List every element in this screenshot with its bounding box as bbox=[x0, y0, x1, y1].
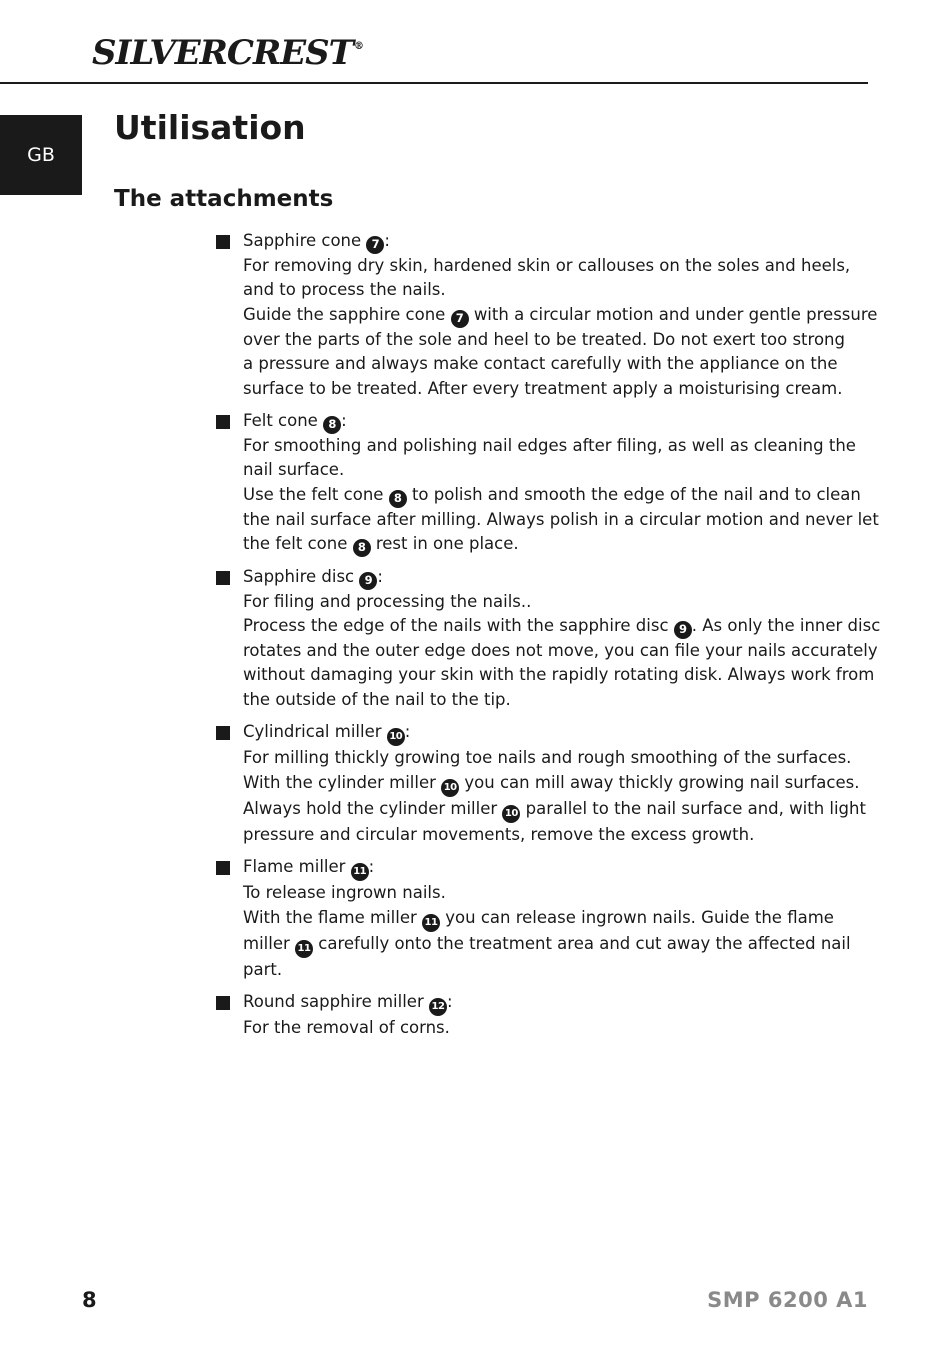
instruction-text: parallel to the nail surface and, with light bbox=[525, 798, 866, 818]
attachment-title-line: Cylindrical miller 10 : bbox=[243, 720, 846, 746]
part-number-badge: 8 bbox=[353, 539, 371, 557]
attachment-title: Sapphire cone bbox=[243, 231, 362, 250]
attachment-title: Sapphire disc bbox=[243, 566, 355, 586]
bullet-square-icon bbox=[216, 571, 230, 585]
bullet-square-icon bbox=[216, 415, 230, 429]
part-number-badge: 11 bbox=[351, 863, 369, 881]
instruction-line bbox=[243, 932, 851, 958]
attachment-sapphire-disc bbox=[216, 565, 881, 713]
part-number-badge: 9 bbox=[674, 621, 692, 639]
attachment-cylindrical-miller bbox=[216, 720, 866, 847]
instruction-line: over the parts of the sole and heel to be treated. Do not exert too strong bbox=[243, 329, 845, 349]
attachment-purpose-cont: and to process the nails. bbox=[243, 280, 446, 300]
instruction-line bbox=[243, 303, 878, 328]
attachment-purpose: For smoothing and polishing nail edges after filing, as well as cleaning the bbox=[243, 435, 856, 455]
part-number-badge: 10 bbox=[502, 805, 520, 823]
attachment-purpose: To release ingrown nails. bbox=[243, 883, 446, 903]
instruction-text: you can mill away thickly growing nail surfaces. bbox=[464, 772, 860, 792]
instruction-line: a pressure and always make contact carefully with the appliance on the bbox=[243, 354, 838, 373]
part-number-badge: 9 bbox=[359, 572, 377, 590]
attachment-title: Felt cone bbox=[243, 411, 318, 430]
part-number-badge: 8 bbox=[323, 416, 341, 434]
instruction-text: the felt cone bbox=[243, 534, 348, 553]
instruction-text: to polish and smooth the edge of the nail and to clean bbox=[411, 484, 861, 504]
instruction-text: miller bbox=[243, 933, 290, 953]
bullet-square-icon bbox=[216, 996, 230, 1010]
attachment-purpose: For the removal of corns. bbox=[243, 1018, 450, 1038]
attachment-purpose: For milling thickly growing toe nails and rough smoothing of the surfaces. bbox=[243, 748, 852, 768]
attachment-felt-cone bbox=[216, 409, 879, 557]
attachment-round-sapphire-miller bbox=[216, 990, 846, 1041]
instruction-text: . As only the inner disc bbox=[691, 616, 881, 635]
instruction-text: With the flame miller bbox=[243, 907, 417, 927]
instruction-line: rotates and the outer edge does not move, you can file your nails accurately bbox=[243, 640, 878, 660]
bullet-square-icon bbox=[216, 235, 230, 249]
instruction-text: Always hold the cylinder miller bbox=[243, 798, 498, 818]
attachment-title-line: Sapphire cone 7 : bbox=[243, 229, 846, 254]
instruction-line bbox=[243, 532, 846, 557]
section-title: The attachments bbox=[114, 186, 334, 212]
part-number-badge: 10 bbox=[441, 779, 459, 797]
part-number-badge: 8 bbox=[389, 490, 407, 508]
attachment-purpose: For filing and processing the nails.. bbox=[243, 591, 532, 611]
instruction-line bbox=[243, 771, 860, 797]
registered-mark: ® bbox=[353, 41, 363, 52]
brand-logo bbox=[92, 33, 363, 73]
part-number-badge: 10 bbox=[387, 728, 405, 746]
attachment-title: Round sapphire miller bbox=[243, 992, 424, 1012]
attachment-title-line: Flame miller 11 : bbox=[243, 855, 846, 881]
attachment-purpose-cont: nail surface. bbox=[243, 460, 345, 480]
instruction-line bbox=[243, 797, 866, 823]
bullet-square-icon bbox=[216, 726, 230, 740]
attachment-title-line: Felt cone 8 : bbox=[243, 409, 846, 434]
part-number-badge: 12 bbox=[429, 998, 447, 1016]
attachment-title: Cylindrical miller bbox=[243, 722, 382, 742]
instruction-text: rest in one place. bbox=[375, 534, 519, 553]
instruction-text: Guide the sapphire cone bbox=[243, 304, 446, 324]
attachment-title-line: Round sapphire miller 12 : bbox=[243, 990, 846, 1016]
attachment-title-line: Sapphire disc 9 : bbox=[243, 565, 846, 590]
instruction-line bbox=[243, 483, 861, 508]
bullet-square-icon bbox=[216, 861, 230, 875]
instruction-line bbox=[243, 614, 881, 639]
instruction-line: the nail surface after milling. Always polish in a circular motion and never let bbox=[243, 509, 879, 529]
brand-logo-text: SILVERCREST bbox=[92, 33, 353, 73]
instruction-line bbox=[243, 906, 846, 932]
instruction-line: part. bbox=[243, 959, 283, 979]
part-number-badge: 11 bbox=[422, 914, 440, 932]
part-number-badge: 7 bbox=[451, 310, 469, 328]
instruction-text: carefully onto the treatment area and cut away the affected nail bbox=[318, 933, 851, 953]
instruction-line: pressure and circular movements, remove the excess growth. bbox=[243, 824, 755, 844]
instruction-text: With the cylinder miller bbox=[243, 772, 436, 792]
attachment-purpose: For removing dry skin, hardened skin or callouses on the soles and heels, bbox=[243, 255, 851, 275]
language-tab: GB bbox=[0, 115, 82, 195]
attachment-sapphire-cone bbox=[216, 229, 878, 401]
instruction-text: you can release ingrown nails. Guide the flame bbox=[445, 907, 834, 927]
model-number: SMP 6200 A1 bbox=[707, 1288, 868, 1312]
instruction-line: without damaging your skin with the rapidly rotating disk. Always work from bbox=[243, 665, 875, 685]
part-number-badge: 7 bbox=[366, 236, 384, 254]
page-title: Utilisation bbox=[114, 108, 306, 147]
instruction-line: surface to be treated. After every treatment apply a moisturising cream. bbox=[243, 378, 843, 398]
instruction-line: the outside of the nail to the tip. bbox=[243, 689, 511, 709]
attachments-list bbox=[216, 229, 881, 1049]
header-rule bbox=[0, 82, 868, 84]
instruction-text: Process the edge of the nails with the sapphire disc bbox=[243, 616, 669, 635]
instruction-text: with a circular motion and under gentle pressure bbox=[473, 304, 878, 324]
attachment-flame-miller bbox=[216, 855, 851, 982]
page-number: 8 bbox=[82, 1288, 97, 1312]
attachment-title: Flame miller bbox=[243, 857, 346, 877]
part-number-badge: 11 bbox=[295, 940, 313, 958]
instruction-text: Use the felt cone bbox=[243, 484, 384, 504]
